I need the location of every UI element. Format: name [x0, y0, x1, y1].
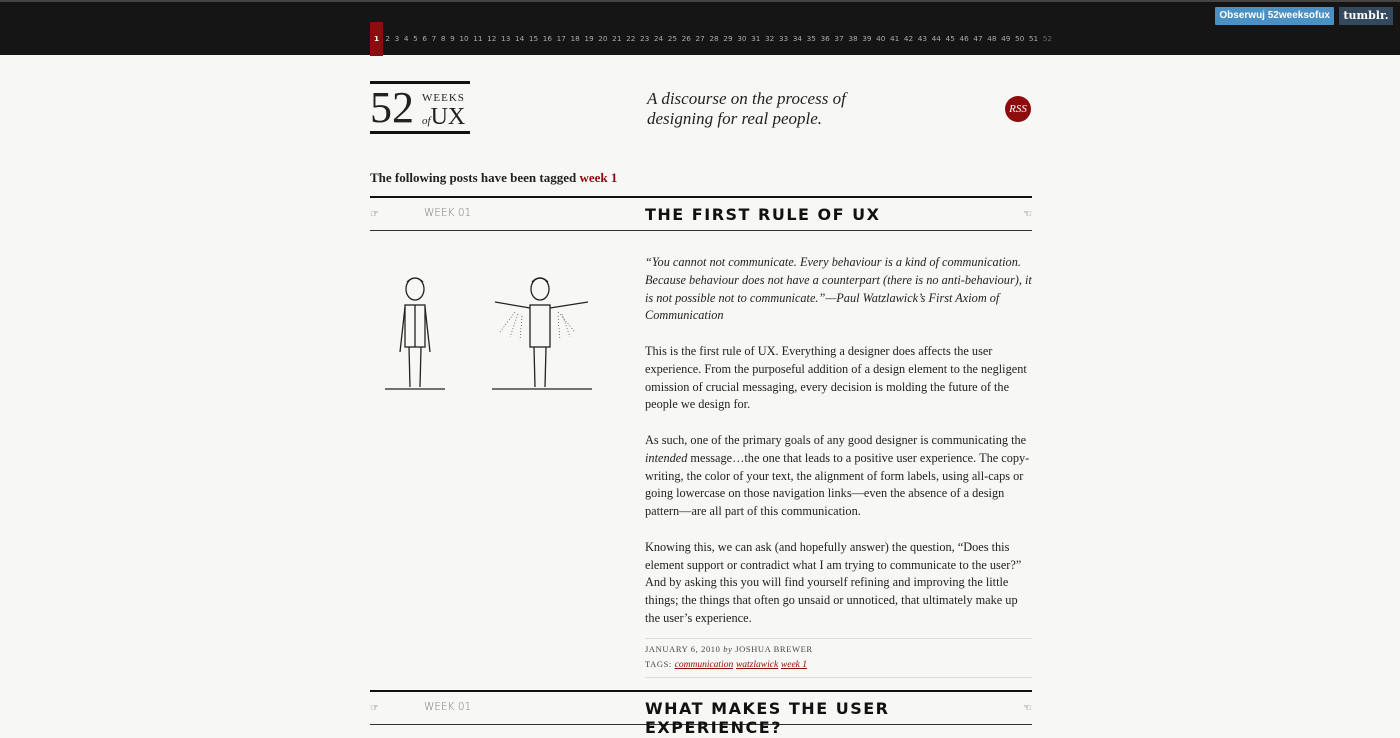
logo-number: 52: [370, 83, 414, 132]
week-link-10[interactable]: 10: [459, 34, 469, 43]
week-link-11[interactable]: 11: [473, 34, 483, 43]
week-link-26[interactable]: 26: [681, 34, 691, 43]
tag-link[interactable]: communication: [674, 660, 734, 670]
week-link-35[interactable]: 35: [806, 34, 816, 43]
week-link-52[interactable]: 52: [1042, 34, 1053, 43]
week-link-14[interactable]: 14: [514, 34, 525, 43]
post-body: [645, 254, 1035, 646]
week-link-23[interactable]: 23: [639, 34, 650, 43]
post-date: JANUARY 6, 2010: [645, 644, 721, 654]
week-link-3[interactable]: 3: [394, 34, 400, 43]
post-week: WEEK 01: [424, 701, 472, 713]
week-link-48[interactable]: 48: [987, 34, 997, 43]
logo-ux: ofUX: [422, 104, 466, 130]
tagged-heading: The following posts have been tagged week 1: [370, 170, 618, 185]
week-link-21[interactable]: 21: [612, 34, 622, 43]
week-nav: [370, 22, 1054, 56]
week-link-45[interactable]: 45: [945, 34, 955, 43]
tag-name: week 1: [579, 170, 618, 185]
week-link-32[interactable]: 32: [764, 34, 775, 43]
post-meta: JANUARY 6, 2010 by JOSHUA BREWER TAGS: communication watzlawick week 1: [645, 638, 1032, 678]
week-link-13[interactable]: 13: [501, 34, 511, 43]
week-link-8[interactable]: 8: [440, 34, 446, 43]
week-link-36[interactable]: 36: [820, 34, 830, 43]
week-link-25[interactable]: 25: [667, 34, 678, 43]
week-link-2[interactable]: 2: [385, 34, 391, 43]
post-quote: “You cannot not communicate. Every behaviour is a kind of communication. Because behaviour does not have a counterpart (there is no anti-behaviour), it is not possible not to communicate.”—Paul Watzlawick’s First Axiom of Communication: [645, 255, 1032, 323]
post-title[interactable]: THE FIRST RULE OF UX: [645, 205, 881, 224]
tag-link[interactable]: watzlawick: [735, 660, 779, 670]
post-header: [370, 196, 1032, 231]
week-link-15[interactable]: 15: [528, 34, 539, 43]
week-link-34[interactable]: 34: [792, 34, 803, 43]
post-paragraph: As such, one of the primary goals of any good designer is communicating the intended message…the one that leads to a positive user experience. The copy-writing, the color of your text, the alignment of form labels, using all-caps or going lowercase on those navigation links—even the absence of a design pattern—are all part of this communication.: [645, 432, 1030, 519]
week-link-16[interactable]: 16: [542, 34, 553, 43]
post-week: WEEK 01: [424, 207, 472, 219]
week-link-42[interactable]: 42: [903, 34, 914, 43]
week-link-37[interactable]: 37: [834, 34, 844, 43]
week-link-50[interactable]: 50: [1015, 34, 1025, 43]
week-link-7[interactable]: 7: [431, 34, 437, 43]
week-link-29[interactable]: 29: [723, 34, 733, 43]
week-link-9[interactable]: 9: [450, 34, 455, 43]
rss-icon[interactable]: RSS: [1005, 96, 1031, 122]
week-link-33[interactable]: 33: [778, 34, 789, 43]
week-link-40[interactable]: 40: [876, 34, 886, 43]
week-link-47[interactable]: 47: [973, 34, 983, 43]
week-link-43[interactable]: 43: [917, 34, 928, 43]
week-link-20[interactable]: 20: [598, 34, 608, 43]
week-link-19[interactable]: 19: [584, 34, 594, 43]
week-link-17[interactable]: 17: [556, 34, 566, 43]
pointing-hand-right-icon[interactable]: ☞: [370, 703, 379, 714]
site-logo[interactable]: [370, 81, 470, 134]
follow-button[interactable]: Obserwuj 52weeksofux: [1215, 7, 1334, 25]
week-link-6[interactable]: 6: [422, 34, 428, 43]
tagline: A discourse on the process of designing for real people.: [647, 89, 846, 128]
tumblr-logo-link[interactable]: tumblr.: [1339, 7, 1393, 25]
logo-weeks: WEEKS: [422, 92, 465, 104]
pointing-hand-left-icon[interactable]: ☜: [1023, 703, 1032, 714]
week-link-39[interactable]: 39: [862, 34, 872, 43]
week-link-24[interactable]: 24: [653, 34, 664, 43]
tag-link[interactable]: week 1: [780, 660, 808, 670]
post-author: JOSHUA BREWER: [735, 644, 813, 654]
week-link-18[interactable]: 18: [570, 34, 580, 43]
week-link-22[interactable]: 22: [626, 34, 636, 43]
post-header: [370, 690, 1032, 737]
week-link-44[interactable]: 44: [931, 34, 941, 43]
post-paragraph: This is the first rule of UX. Everything a designer does affects the user experience. From the purposeful addition of a design element to the negligent omission of crucial messaging, every decision is molding the future of the people we design for.: [645, 343, 1027, 412]
illustration-two-men: [385, 272, 600, 392]
week-link-46[interactable]: 46: [959, 34, 969, 43]
top-bar: [0, 0, 1400, 55]
week-link-28[interactable]: 28: [709, 34, 719, 43]
week-link-5[interactable]: 5: [413, 34, 418, 43]
post-title[interactable]: WHAT MAKES THE USER EXPERIENCE?: [645, 699, 890, 737]
week-link-12[interactable]: 12: [487, 34, 497, 43]
week-link-49[interactable]: 49: [1001, 34, 1011, 43]
pointing-hand-left-icon[interactable]: ☜: [1023, 209, 1032, 220]
week-link-4[interactable]: 4: [403, 34, 409, 43]
week-link-38[interactable]: 38: [848, 34, 858, 43]
week-link-41[interactable]: 41: [889, 34, 900, 43]
week-link-30[interactable]: 30: [737, 34, 747, 43]
pointing-hand-right-icon[interactable]: ☞: [370, 209, 379, 220]
week-link-27[interactable]: 27: [695, 34, 705, 43]
week-link-1[interactable]: 1: [370, 22, 383, 56]
week-link-31[interactable]: 31: [751, 34, 761, 43]
post-paragraph: Knowing this, we can ask (and hopefully answer) the question, “Does this element support or contradict what I am trying to communicate to the user?” And by asking this you will find yourself refining and improving the little things; the things that often go unsaid or unnoticed, that ultimately make up the user’s experience.: [645, 539, 1022, 625]
week-link-51[interactable]: 51: [1028, 34, 1039, 43]
